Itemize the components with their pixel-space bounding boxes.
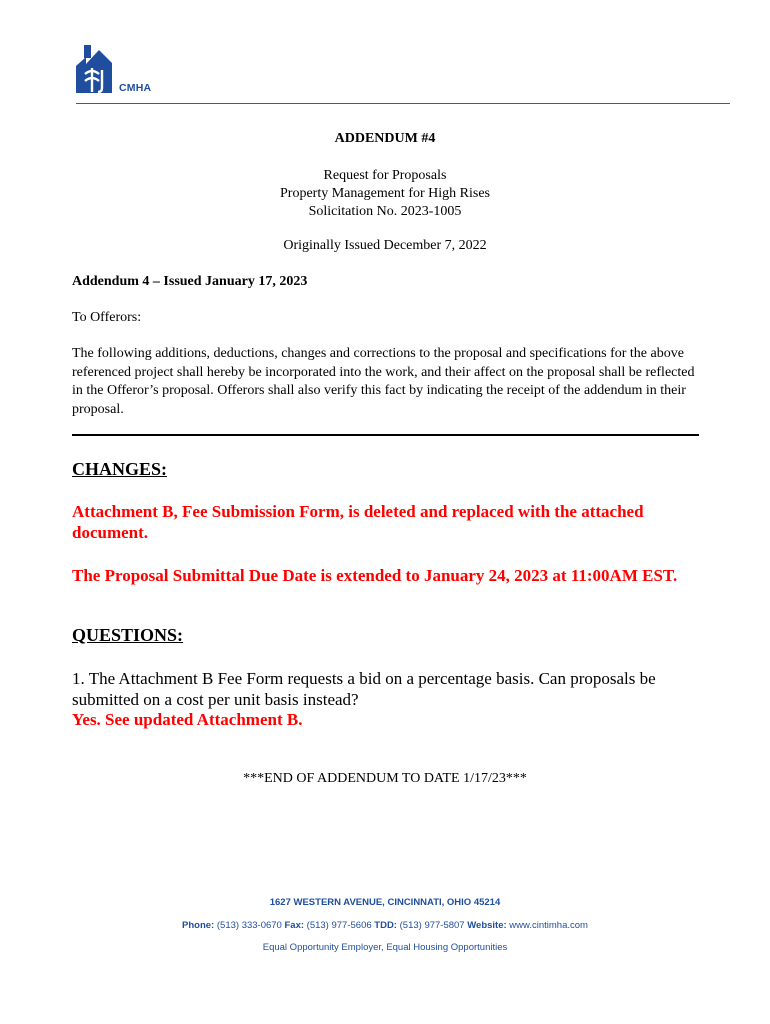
fax-label: Fax: [284,920,305,931]
solicitation-number: Solicitation No. 2023-1005 [308,204,462,219]
rfp-line-1: Request for Proposals [323,168,447,183]
salutation: To Offerors: [72,310,142,325]
end-note: ***END OF ADDENDUM TO DATE 1/17/23*** [243,771,527,786]
cmha-logo [72,44,164,96]
document-title: ADDENDUM #4 [334,131,436,146]
phone-label: Phone: [182,920,215,931]
intro-paragraph: The following additions, deductions, changes and corrections to the proposal and specifications for the above referenced project shall hereby be incorporated into the work, and their affect on the proposal shall be reflected in the Offeror’s proposal. Offerors shall also verify this fact by indicating the receipt of the addendum in their proposal. [72,346,695,417]
originally-issued: Originally Issued December 7, 2022 [283,238,487,253]
header-divider [76,103,730,104]
rfp-line-2: Property Management for High Rises [280,186,490,201]
house-logo-icon [72,44,118,94]
phone-number: (513) 333-0670 [216,920,282,931]
website-label: Website: [467,920,507,931]
answer-text: Yes. See updated Attachment B. [72,710,303,729]
logo-text: CMHA [119,82,152,94]
footer-eeo: Equal Opportunity Employer, Equal Housing Opportunities [262,942,508,953]
questions-heading: QUESTIONS: [72,625,184,645]
website-link[interactable]: www.cintimha.com [509,920,588,931]
changes-heading: CHANGES: [72,459,168,479]
tdd-label: TDD: [374,920,397,931]
addendum-issued: Addendum 4 – Issued January 17, 2023 [72,274,308,289]
tdd-number: (513) 977-5807 [399,920,465,931]
change-item: Attachment B, Fee Submission Form, is deleted and replaced with the attached document. [72,502,644,542]
fax-number: (513) 977-5606 [306,920,372,931]
footer-address: 1627 WESTERN AVENUE, CINCINNATI, OHIO 45214 [269,897,501,908]
rfp-block [0,167,770,221]
change-item: The Proposal Submittal Due Date is extended to January 24, 2023 at 11:00AM EST. [72,566,678,585]
section-divider [72,434,699,436]
question-text: 1. The Attachment B Fee Form requests a bid on a percentage basis. Can proposals be submitted on a cost per unit basis instead? [72,669,656,709]
footer-contact [0,920,770,931]
